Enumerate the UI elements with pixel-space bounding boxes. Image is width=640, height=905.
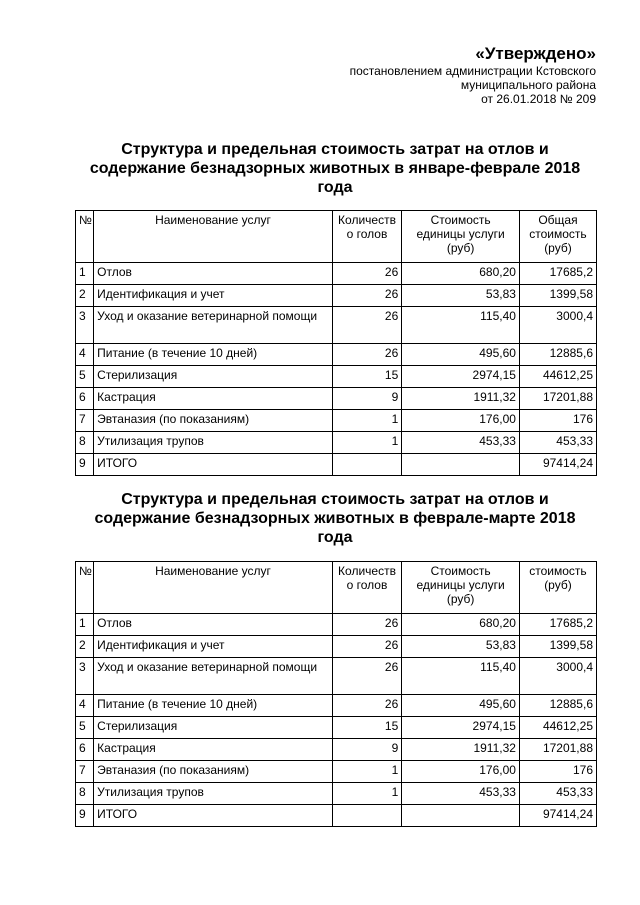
table-row-total <box>76 805 597 827</box>
cell-qty: 26 <box>332 658 402 695</box>
cell-name: Эвтаназия (по показаниям) <box>94 410 333 432</box>
table-row <box>76 366 597 388</box>
approval-heading: «Утверждено» <box>475 44 596 63</box>
table-row <box>76 344 597 366</box>
cell-qty: 1 <box>332 432 402 454</box>
cell-total: 44612,25 <box>519 717 596 739</box>
title-line: Структура и предельная стоимость затрат на отлов и <box>121 141 549 158</box>
header-name: Наименование услуг <box>94 562 333 614</box>
cell-total: 44612,25 <box>519 366 596 388</box>
cell-unit: 495,60 <box>402 344 520 366</box>
cell-name: Утилизация трупов <box>94 783 333 805</box>
cell-qty: 26 <box>332 263 402 285</box>
cell-no: 4 <box>76 695 94 717</box>
table-row <box>76 761 597 783</box>
cell-no: 8 <box>76 432 94 454</box>
cell-total: 453,33 <box>519 783 596 805</box>
title-line: содержание безнадзорных животных в феврале-марте 2018 <box>94 510 576 527</box>
cell-no: 3 <box>76 307 94 344</box>
header-total-cost: Общая стоимость (руб) <box>519 211 596 263</box>
cell-qty <box>332 454 402 476</box>
cell-total: 17201,88 <box>519 388 596 410</box>
table-row <box>76 783 597 805</box>
cell-name: Кастрация <box>94 388 333 410</box>
cell-qty: 26 <box>332 695 402 717</box>
approval-line: от 26.01.2018 № 209 <box>481 92 596 106</box>
cell-unit <box>402 454 520 476</box>
table-row <box>76 739 597 761</box>
cell-qty <box>332 805 402 827</box>
approval-line: постановлением администрации Кстовского <box>349 64 596 78</box>
cell-total: 176 <box>519 410 596 432</box>
cell-name: Эвтаназия (по показаниям) <box>94 761 333 783</box>
table-row <box>76 432 597 454</box>
table-2-title <box>75 490 595 547</box>
table-row <box>76 614 597 636</box>
cell-unit: 115,40 <box>402 307 520 344</box>
cell-no: 9 <box>76 454 94 476</box>
cell-qty: 26 <box>332 614 402 636</box>
header-no: № <box>76 562 94 614</box>
table-1-title <box>75 140 595 197</box>
title-line: года <box>317 529 353 546</box>
table-header-row <box>76 211 597 263</box>
cell-qty: 15 <box>332 366 402 388</box>
cell-unit: 1911,32 <box>402 739 520 761</box>
cell-unit: 680,20 <box>402 614 520 636</box>
cell-qty: 26 <box>332 636 402 658</box>
cell-qty: 1 <box>332 410 402 432</box>
approval-line: муниципального района <box>460 78 596 92</box>
header-name: Наименование услуг <box>94 211 333 263</box>
title-line: Структура и предельная стоимость затрат на отлов и <box>121 491 549 508</box>
cell-no: 5 <box>76 366 94 388</box>
table-row <box>76 636 597 658</box>
cell-name: ИТОГО <box>94 454 333 476</box>
cell-name: Стерилизация <box>94 717 333 739</box>
cell-name: Отлов <box>94 614 333 636</box>
cell-total: 453,33 <box>519 432 596 454</box>
title-line: содержание безнадзорных животных в январе-феврале 2018 <box>89 160 581 177</box>
table-row <box>76 410 597 432</box>
cell-unit: 453,33 <box>402 783 520 805</box>
cell-qty: 9 <box>332 388 402 410</box>
cell-no: 5 <box>76 717 94 739</box>
header-unit-cost: Стоимость единицы услуги (руб) <box>402 562 520 614</box>
table-row <box>76 717 597 739</box>
cell-total: 17201,88 <box>519 739 596 761</box>
cell-name: Кастрация <box>94 739 333 761</box>
cell-unit: 453,33 <box>402 432 520 454</box>
cell-no: 1 <box>76 614 94 636</box>
table-row-total <box>76 454 597 476</box>
cell-total: 12885,6 <box>519 344 596 366</box>
cell-name: Питание (в течение 10 дней) <box>94 695 333 717</box>
table-row <box>76 307 597 344</box>
cell-name: Утилизация трупов <box>94 432 333 454</box>
cell-no: 8 <box>76 783 94 805</box>
cell-name: Отлов <box>94 263 333 285</box>
cell-name: Идентификация и учет <box>94 636 333 658</box>
header-qty: Количеств о голов <box>332 562 402 614</box>
header-qty: Количеств о голов <box>332 211 402 263</box>
cell-no: 7 <box>76 761 94 783</box>
cost-table-feb-mar <box>75 561 597 827</box>
cell-unit: 680,20 <box>402 263 520 285</box>
cell-unit: 53,83 <box>402 636 520 658</box>
cell-unit: 53,83 <box>402 285 520 307</box>
cell-unit: 2974,15 <box>402 717 520 739</box>
cell-no: 4 <box>76 344 94 366</box>
cell-qty: 26 <box>332 344 402 366</box>
cell-total: 3000,4 <box>519 307 596 344</box>
cell-qty: 9 <box>332 739 402 761</box>
cell-qty: 1 <box>332 761 402 783</box>
cell-qty: 26 <box>332 285 402 307</box>
cell-no: 9 <box>76 805 94 827</box>
cell-qty: 26 <box>332 307 402 344</box>
table-row <box>76 388 597 410</box>
cell-qty: 15 <box>332 717 402 739</box>
cell-total: 17685,2 <box>519 614 596 636</box>
cell-unit: 1911,32 <box>402 388 520 410</box>
cell-no: 2 <box>76 285 94 307</box>
approval-stamp <box>350 44 596 106</box>
cell-total: 1399,58 <box>519 285 596 307</box>
cell-no: 6 <box>76 739 94 761</box>
cell-total: 17685,2 <box>519 263 596 285</box>
cell-total: 12885,6 <box>519 695 596 717</box>
header-unit-cost: Стоимость единицы услуги (руб) <box>402 211 520 263</box>
cell-name: Уход и оказание ветеринарной помощи <box>94 307 333 344</box>
table-row <box>76 263 597 285</box>
cell-no: 1 <box>76 263 94 285</box>
header-total-cost: стоимость (руб) <box>519 562 596 614</box>
cell-no: 3 <box>76 658 94 695</box>
table-row <box>76 658 597 695</box>
table-row <box>76 695 597 717</box>
cell-total: 176 <box>519 761 596 783</box>
cell-unit: 495,60 <box>402 695 520 717</box>
cell-unit: 176,00 <box>402 761 520 783</box>
cell-no: 2 <box>76 636 94 658</box>
cell-unit: 176,00 <box>402 410 520 432</box>
header-no: № <box>76 211 94 263</box>
cell-name: Питание (в течение 10 дней) <box>94 344 333 366</box>
cost-table-jan-feb <box>75 210 597 476</box>
title-line: года <box>317 179 353 196</box>
cell-total: 1399,58 <box>519 636 596 658</box>
cell-name: Уход и оказание ветеринарной помощи <box>94 658 333 695</box>
cell-unit: 2974,15 <box>402 366 520 388</box>
cell-total: 97414,24 <box>519 454 596 476</box>
cell-unit <box>402 805 520 827</box>
table-row <box>76 285 597 307</box>
cell-name: Идентификация и учет <box>94 285 333 307</box>
cell-name: Стерилизация <box>94 366 333 388</box>
cell-name: ИТОГО <box>94 805 333 827</box>
cell-no: 6 <box>76 388 94 410</box>
cell-no: 7 <box>76 410 94 432</box>
cell-qty: 1 <box>332 783 402 805</box>
cell-total: 97414,24 <box>519 805 596 827</box>
cell-unit: 115,40 <box>402 658 520 695</box>
table-header-row <box>76 562 597 614</box>
cell-total: 3000,4 <box>519 658 596 695</box>
